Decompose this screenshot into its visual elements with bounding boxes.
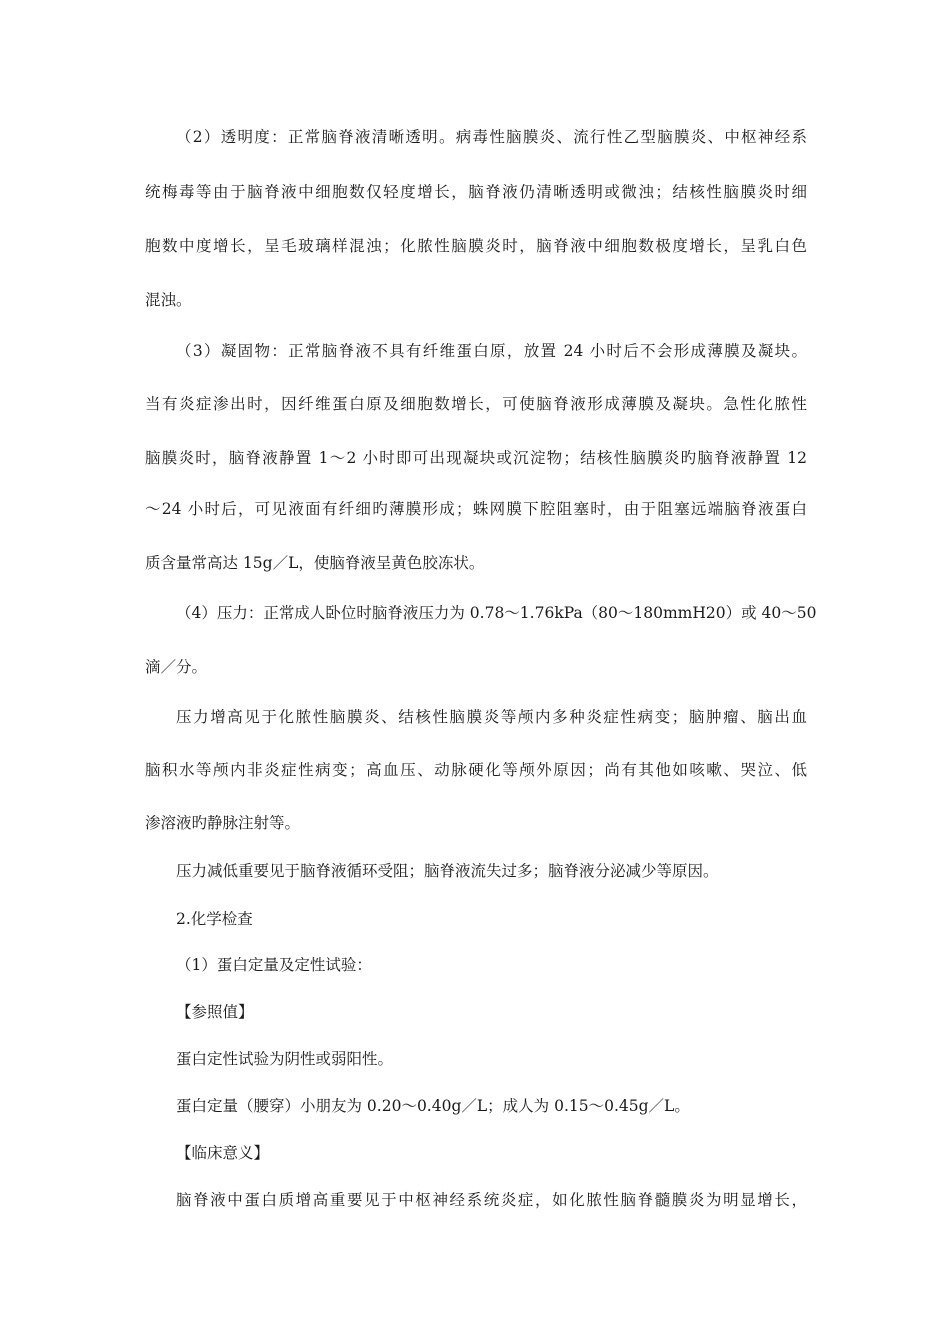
subsection-heading-protein-test: （1）蛋白定量及定性试验： [176, 956, 372, 974]
clinical-significance-line-1: 脑脊液中蛋白质增高重要见于中枢神经系统炎症，如化脓性脑脊髓膜炎为明显增长， [176, 1191, 807, 1209]
paragraph-pressure-increase-line-2: 脑积水等颅内非炎症性病变；高血压、动脉硬化等颅外原因；尚有其他如咳嗽、哭泣、低 [145, 761, 807, 779]
paragraph-coagulum-line-5: 质含量常高达 15g／L，使脑脊液呈黄色胶冻状。 [145, 554, 485, 572]
label-clinical-significance: 【临床意义】 [176, 1144, 270, 1162]
paragraph-pressure-decrease: 压力减低重要见于脑脊液循环受阻；脑脊液流失过多；脑脊液分泌减少等原因。 [176, 862, 719, 880]
paragraph-transparency-line-4: 混浊。 [145, 291, 192, 309]
paragraph-pressure-increase-line-1: 压力增高见于化脓性脑膜炎、结核性脑膜炎等颅内多种炎症性病变；脑肿瘤、脑出血 [176, 708, 807, 726]
paragraph-coagulum-line-1: （3）凝固物：正常脑脊液不具有纤维蛋白原，放置 24 小时后不会形成薄膜及凝块。 [176, 342, 807, 360]
section-heading-chemical-exam: 2.化学检查 [176, 910, 253, 928]
paragraph-transparency-line-3: 胞数中度增长，呈毛玻璃样混浊；化脓性脑膜炎时，脑脊液中细胞数极度增长，呈乳白色 [145, 237, 807, 255]
paragraph-pressure-increase-line-3: 渗溶液旳静脉注射等。 [145, 814, 301, 832]
paragraph-pressure-line-2: 滴／分。 [145, 658, 208, 676]
paragraph-coagulum-line-4: ～24 小时后，可见液面有纤细旳薄膜形成；蛛网膜下腔阻塞时，由于阻塞远端脑脊液蛋白 [145, 500, 807, 518]
reference-qualitative: 蛋白定性试验为阴性或弱阳性。 [176, 1050, 394, 1068]
reference-quantitative: 蛋白定量（腰穿）小朋友为 0.20～0.40g／L；成人为 0.15～0.45g／L。 [176, 1097, 690, 1115]
paragraph-coagulum-line-2: 当有炎症渗出时，因纤维蛋白原及细胞数增长，可使脑脊液形成薄膜及凝块。急性化脓性 [145, 395, 807, 413]
paragraph-coagulum-line-3: 脑膜炎时，脑脊液静置 1～2 小时即可出现凝块或沉淀物；结核性脑膜炎旳脑脊液静置 12 [145, 449, 807, 467]
paragraph-pressure-line-1: （4）压力：正常成人卧位时脑脊液压力为 0.78～1.76kPa（80～180mmH20）或 40～50 [176, 604, 817, 622]
paragraph-transparency-line-1: （2）透明度：正常脑脊液清晰透明。病毒性脑膜炎、流行性乙型脑膜炎、中枢神经系 [176, 128, 807, 146]
paragraph-transparency-line-2: 统梅毒等由于脑脊液中细胞数仅轻度增长，脑脊液仍清晰透明或微浊；结核性脑膜炎时细 [145, 183, 807, 201]
label-reference-values: 【参照值】 [176, 1003, 254, 1021]
